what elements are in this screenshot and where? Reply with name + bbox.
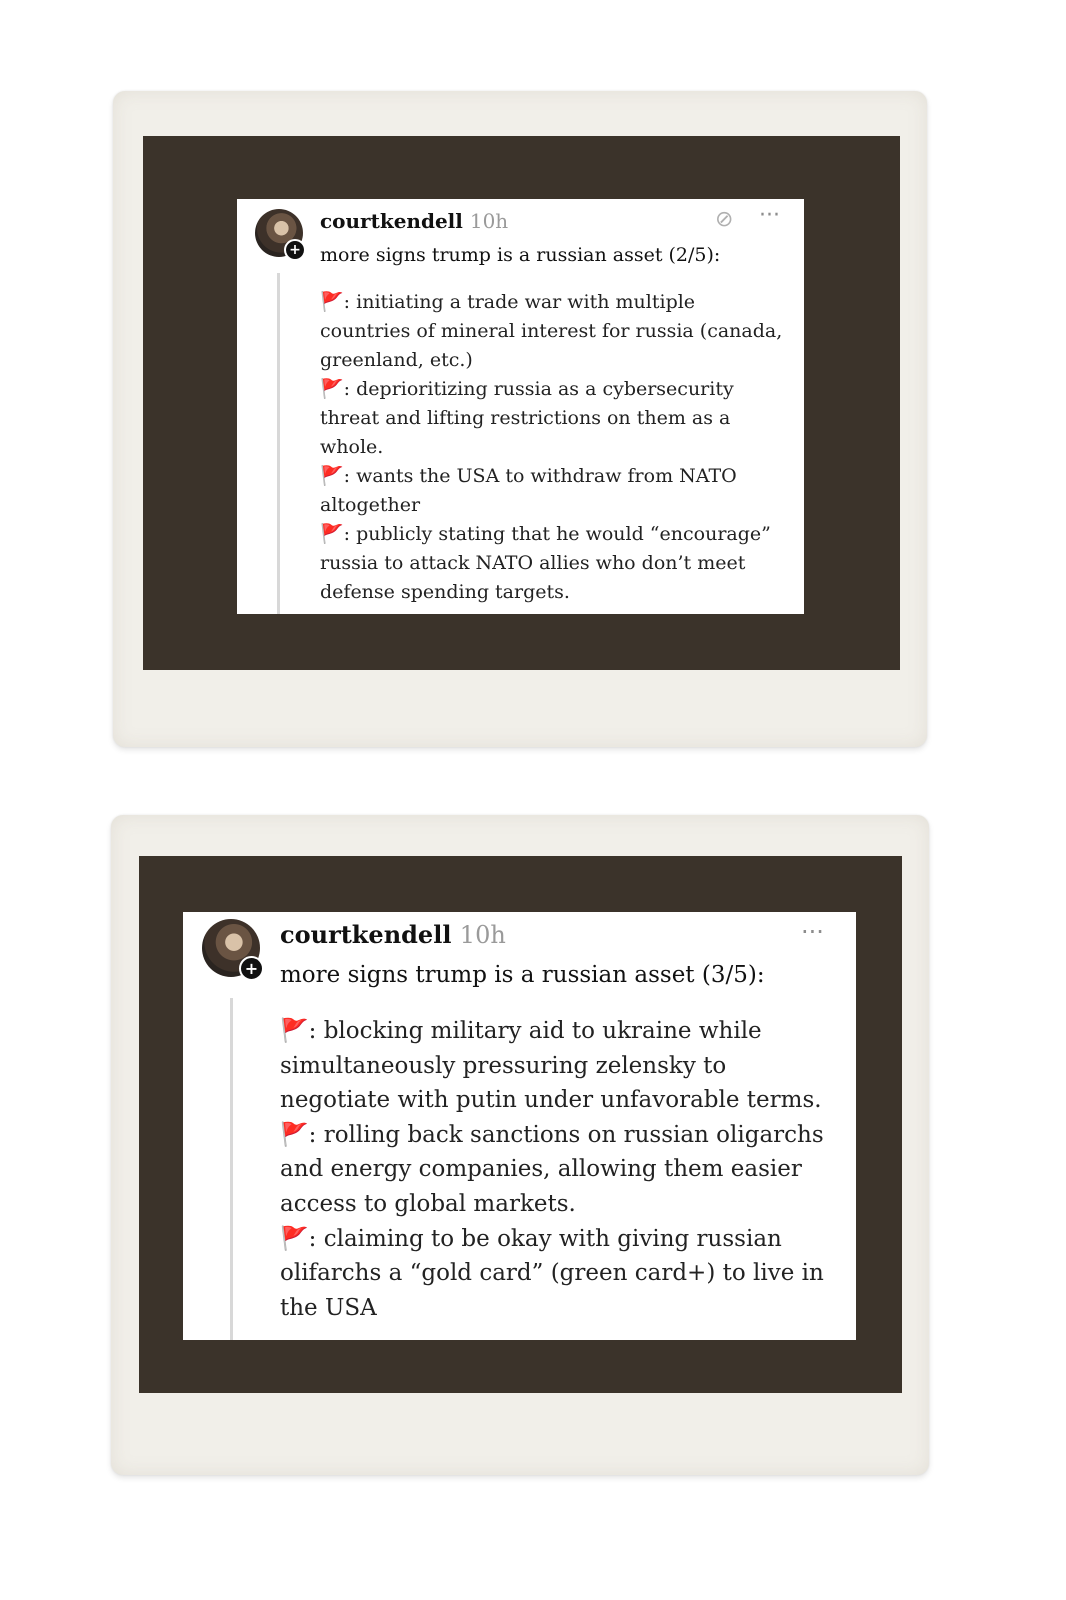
username[interactable]: courtkendell <box>320 209 463 233</box>
username[interactable]: courtkendell <box>280 920 452 949</box>
thread-line <box>230 998 233 1340</box>
flag-list <box>280 1014 840 1325</box>
post-headline: more signs trump is a russian asset (2/5): <box>320 244 721 266</box>
post-card-2 <box>183 912 856 1340</box>
list-item: 🚩: rolling back sanctions on russian oligarchs and energy companies, allowing them easier access to global markets. <box>280 1121 824 1217</box>
more-options-icon[interactable]: ··· <box>801 918 824 946</box>
post-author[interactable] <box>280 920 506 949</box>
red-flag-icon: 🚩 <box>320 291 344 313</box>
red-flag-icon: 🚩 <box>320 378 344 400</box>
list-item: 🚩: initiating a trade war with multiple countries of mineral interest for russia (canada, greenland, etc.) <box>320 291 783 371</box>
list-item: 🚩: wants the USA to withdraw from NATO altogether <box>320 465 737 516</box>
verified-check-icon: ⊘ <box>715 207 734 232</box>
post-time: 10h <box>469 209 509 233</box>
red-flag-icon: 🚩 <box>280 1121 309 1148</box>
list-item: 🚩: deprioritizing russia as a cybersecurity threat and lifting restrictions on them as a whole. <box>320 378 734 458</box>
follow-plus-icon[interactable]: + <box>239 956 264 981</box>
post-card-1 <box>237 199 804 614</box>
red-flag-icon: 🚩 <box>320 523 344 545</box>
post-time: 10h <box>459 921 506 949</box>
thread-line <box>277 273 280 614</box>
list-item: 🚩: claiming to be okay with giving russian olifarchs a “gold card” (green card+) to live in the USA <box>280 1225 824 1321</box>
red-flag-icon: 🚩 <box>320 465 344 487</box>
flag-list <box>320 288 790 607</box>
red-flag-icon: 🚩 <box>280 1225 309 1252</box>
more-options-icon[interactable]: ··· <box>759 203 780 228</box>
red-flag-icon: 🚩 <box>280 1018 309 1044</box>
list-item: 🚩: blocking military aid to ukraine while simultaneously pressuring zelensky to negotiate with putin under unfavorable terms. <box>280 1018 822 1114</box>
follow-plus-icon[interactable]: + <box>284 239 306 261</box>
list-item: 🚩: publicly stating that he would “encourage” russia to attack NATO allies who don’t meet defense spending targets. <box>320 523 771 603</box>
post-author[interactable] <box>320 209 508 233</box>
post-headline: more signs trump is a russian asset (3/5): <box>280 962 765 988</box>
